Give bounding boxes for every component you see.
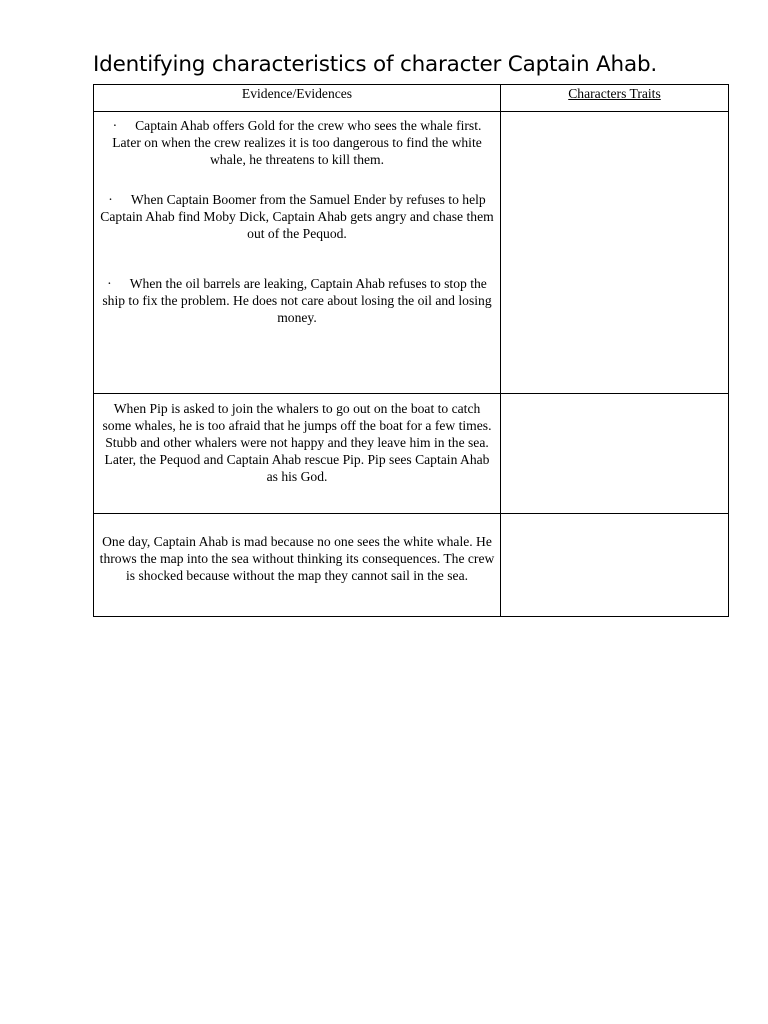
evidence-text: One day, Captain Ahab is mad because no one sees the white whale. He throws the map into the sea without thinking its consequences. The crew is shocked because without the map they cannot sail in the sea. — [99, 534, 495, 583]
evidence-text: When Captain Boomer from the Samuel Ender by refuses to help Captain Ahab find Moby Dick, Captain Ahab gets angry and chase them out of the Pequod. — [100, 192, 494, 241]
bullet-marker: · — [112, 118, 118, 133]
evidence-bullet-item — [94, 275, 500, 326]
bullet-marker: · — [108, 192, 113, 207]
table-row — [94, 514, 729, 617]
evidence-cell — [94, 514, 501, 617]
table-row — [94, 394, 729, 514]
trait-input-cell[interactable] — [501, 394, 729, 514]
table-row — [94, 112, 729, 394]
evidence-cell — [94, 112, 501, 394]
bullet-marker: · — [107, 276, 112, 291]
evidence-text: Captain Ahab offers Gold for the crew who sees the whale first. Later on when the crew realizes it is too dangerous to find the white whale, he threatens to kill them. — [112, 118, 482, 167]
traits-column-header — [501, 85, 729, 112]
evidence-text: When Pip is asked to join the whalers to go out on the boat to catch some whales, he is too afraid that he jumps off the boat for a few times. Stubb and other whalers were not happy and they leave him in the sea. Later, the Pequod and Captain Ahab rescue Pip. Pip sees Captain Ahab as his God. — [102, 401, 492, 484]
evidence-bullet-item — [94, 112, 500, 168]
traits-column-header-label: Characters Traits — [568, 86, 661, 101]
evidence-text: When the oil barrels are leaking, Captain Ahab refuses to stop the ship to fix the problem. He does not care about losing the oil and losing money. — [102, 276, 492, 325]
table-header-row — [94, 85, 729, 112]
trait-input-cell[interactable] — [501, 514, 729, 617]
trait-input-cell[interactable] — [501, 112, 729, 394]
evidence-traits-table — [93, 84, 729, 617]
worksheet-title: Identifying characteristics of character Captain Ahab. — [93, 52, 658, 77]
evidence-cell — [94, 394, 501, 514]
evidence-bullet-item — [94, 191, 500, 242]
evidence-column-header: Evidence/Evidences — [94, 85, 501, 112]
